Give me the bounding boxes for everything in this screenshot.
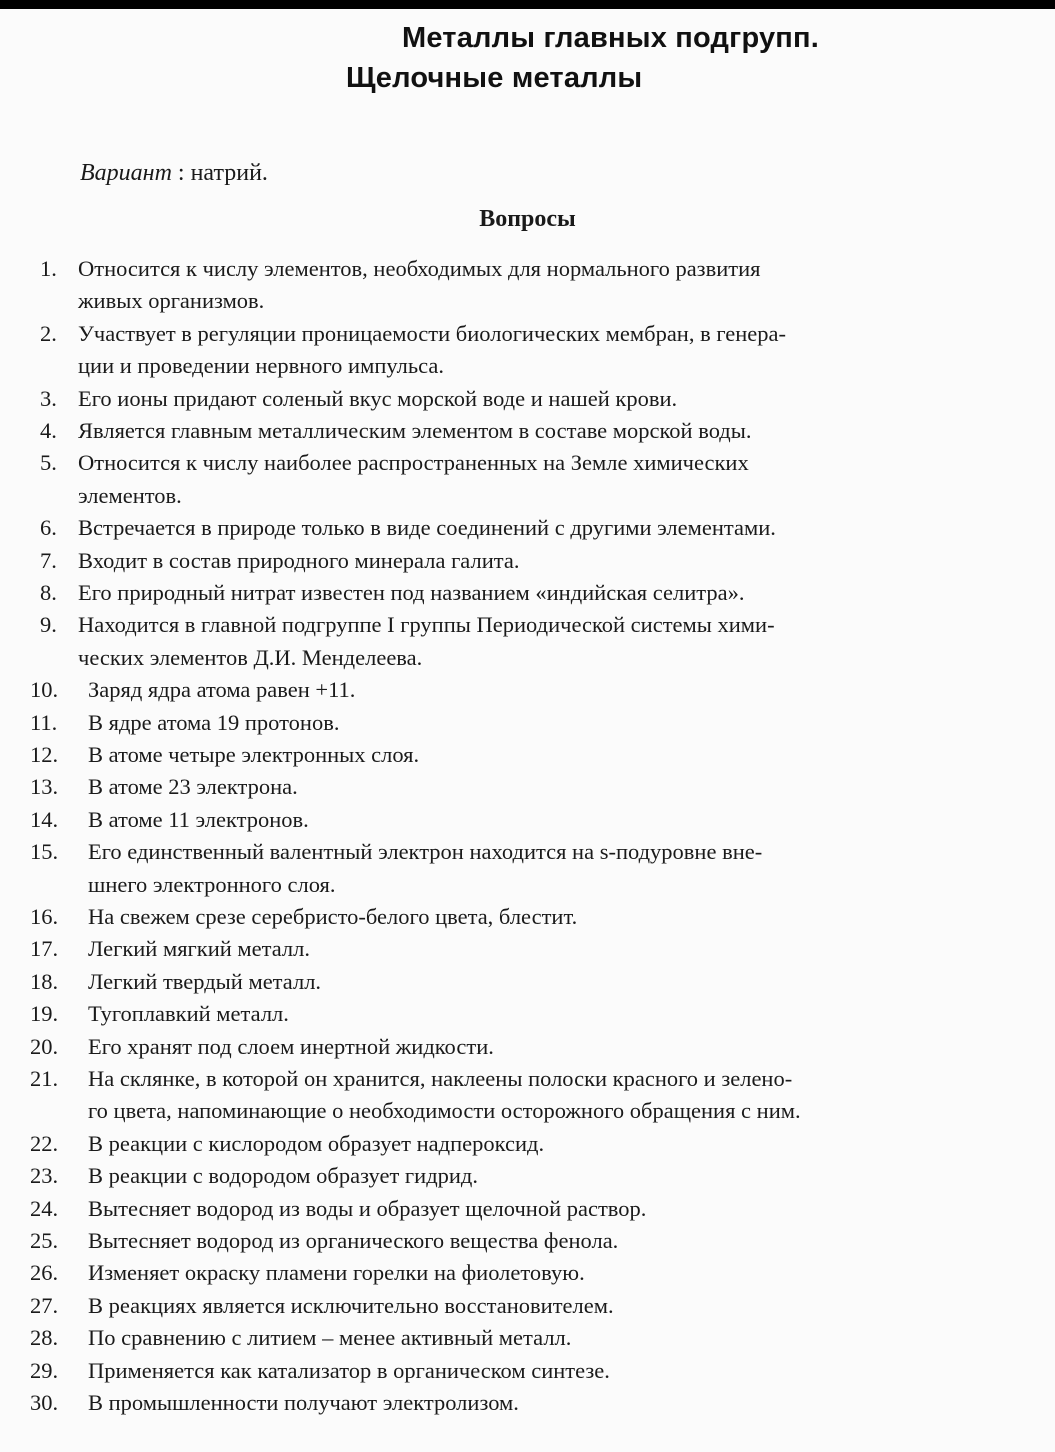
question-line [0,805,1055,835]
question-line [0,643,1055,673]
question-line [0,772,1055,802]
question-text: Легкий твердый металл. [88,968,322,994]
question-number: 1. [40,256,57,281]
question-text: шнего электронного слоя. [88,871,336,897]
question-text: Вытесняет водород из воды и образует щелочной раствор. [88,1195,647,1221]
question-number: 29. [30,1357,59,1383]
question-number: 6. [40,515,57,541]
question-line [0,1194,1055,1224]
question-text: Легкий мягкий металл. [88,936,311,962]
question-number: 22. [30,1130,59,1156]
question-text: На свежем срезе серебристо-белого цвета, блестит. [88,904,578,929]
question-text: го цвета, напоминающие о необходимости осторожного обращения с ним. [88,1098,801,1124]
question-line [0,1032,1055,1062]
question-line [0,902,1055,932]
question-number: 10. [30,677,59,703]
question-number: 17. [30,936,59,962]
question-text: Относится к числу наиболее распространенных на Земле химических [78,450,749,476]
question-number: 5. [40,450,57,476]
question-text: В реакции с водородом образует гидрид. [88,1163,479,1189]
question-text: По сравнению с литием – менее активный металл. [88,1325,572,1351]
top-edge [0,0,1055,9]
question-line [0,513,1055,543]
question-number: 2. [40,320,57,346]
question-number: 27. [30,1292,59,1318]
question-text: В атоме 11 электронов. [88,806,309,832]
question-text: Участвует в регуляции проницаемости биологических мембран, в генера- [78,320,787,346]
question-text: Применяется как катализатор в органическом синтезе. [88,1357,610,1383]
question-number: 11. [30,709,58,735]
question-line [0,546,1055,576]
question-text: Изменяет окраску пламени горелки на фиолетовую. [88,1260,585,1286]
question-line [0,1161,1055,1191]
question-line [0,1323,1055,1353]
question-line [0,1258,1055,1288]
question-line [0,1356,1055,1386]
question-line [0,934,1055,964]
question-line [0,837,1055,867]
question-number: 20. [30,1033,59,1059]
page-title: Металлы главных подгрупп. [402,22,819,54]
question-text: Относится к числу элементов, необходимых для нормального развития [78,256,761,281]
question-number: 14. [30,806,59,832]
question-line [0,1129,1055,1159]
question-line [0,416,1055,446]
question-text: Тугоплавкий металл. [88,1001,289,1027]
question-text: Его ионы придают соленый вкус морской воде и нашей крови. [78,385,678,411]
question-text: живых организмов. [78,288,265,314]
page-subtitle: Щелочные металлы [346,62,643,94]
question-text: элементов. [78,482,182,508]
question-text: Заряд ядра атома равен +11. [88,677,356,703]
question-text: В реакции с кислородом образует надпероксид. [88,1130,545,1156]
question-line [0,1291,1055,1321]
question-number: 9. [40,612,57,638]
variant-label: Вариант [80,160,172,186]
question-text: В атоме четыре электронных слоя. [88,742,420,767]
question-number: 3. [40,385,57,411]
questions-heading: Вопросы [479,206,576,232]
question-line [0,675,1055,705]
question-text: Является главным металлическим элементом в составе морской воды. [78,418,752,443]
question-line [0,610,1055,640]
question-line [0,384,1055,414]
variant-line [80,160,268,187]
question-text: ции и проведении нервного импульса. [78,353,444,379]
question-line [0,1226,1055,1256]
question-text: Вытесняет водород из органического вещества фенола. [88,1228,619,1253]
question-number: 21. [30,1066,59,1091]
question-text: В ядре атома 19 протонов. [88,709,340,735]
question-number: 7. [40,547,57,573]
question-number: 8. [40,580,57,605]
question-line [0,448,1055,478]
question-text: Входит в состав природного минерала галита. [78,547,520,573]
question-line [0,481,1055,511]
question-line [0,254,1055,284]
question-line [0,967,1055,997]
question-text: Его хранят под слоем инертной жидкости. [88,1033,494,1059]
question-number: 28. [30,1325,59,1351]
question-text: Встречается в природе только в виде соединений с другими элементами. [78,515,776,541]
question-text: ческих элементов Д.И. Менделеева. [78,644,423,670]
question-text: В атоме 23 электрона. [88,774,298,800]
question-number: 15. [30,839,59,865]
question-number: 12. [30,742,59,767]
question-number: 16. [30,904,59,929]
question-text: На склянке, в которой он хранится, наклеены полоски красного и зелено- [88,1066,793,1091]
question-line [0,319,1055,349]
question-number: 26. [30,1260,59,1286]
question-text: Его единственный валентный электрон находится на s-подуровне вне- [88,839,763,865]
question-number: 18. [30,968,59,994]
question-number: 23. [30,1163,59,1189]
question-line [0,999,1055,1029]
variant-value: : натрий. [171,160,268,186]
question-line [0,870,1055,900]
question-number: 19. [30,1001,59,1027]
question-text: Находится в главной подгруппе I группы Периодической системы хими- [78,612,775,638]
question-line [0,740,1055,770]
question-line [0,351,1055,381]
question-text: В промышленности получают электролизом. [88,1390,519,1415]
question-line [0,286,1055,316]
question-line [0,1096,1055,1126]
question-line [0,578,1055,608]
question-number: 4. [40,418,57,443]
question-number: 24. [30,1195,59,1221]
question-line [0,1064,1055,1094]
question-text: В реакциях является исключительно восстановителем. [88,1292,614,1318]
question-number: 25. [30,1228,59,1253]
question-text: Его природный нитрат известен под названием «индийская селитра». [78,580,745,605]
question-number: 30. [30,1390,59,1415]
question-number: 13. [30,774,59,800]
question-line [0,708,1055,738]
question-line [0,1388,1055,1418]
